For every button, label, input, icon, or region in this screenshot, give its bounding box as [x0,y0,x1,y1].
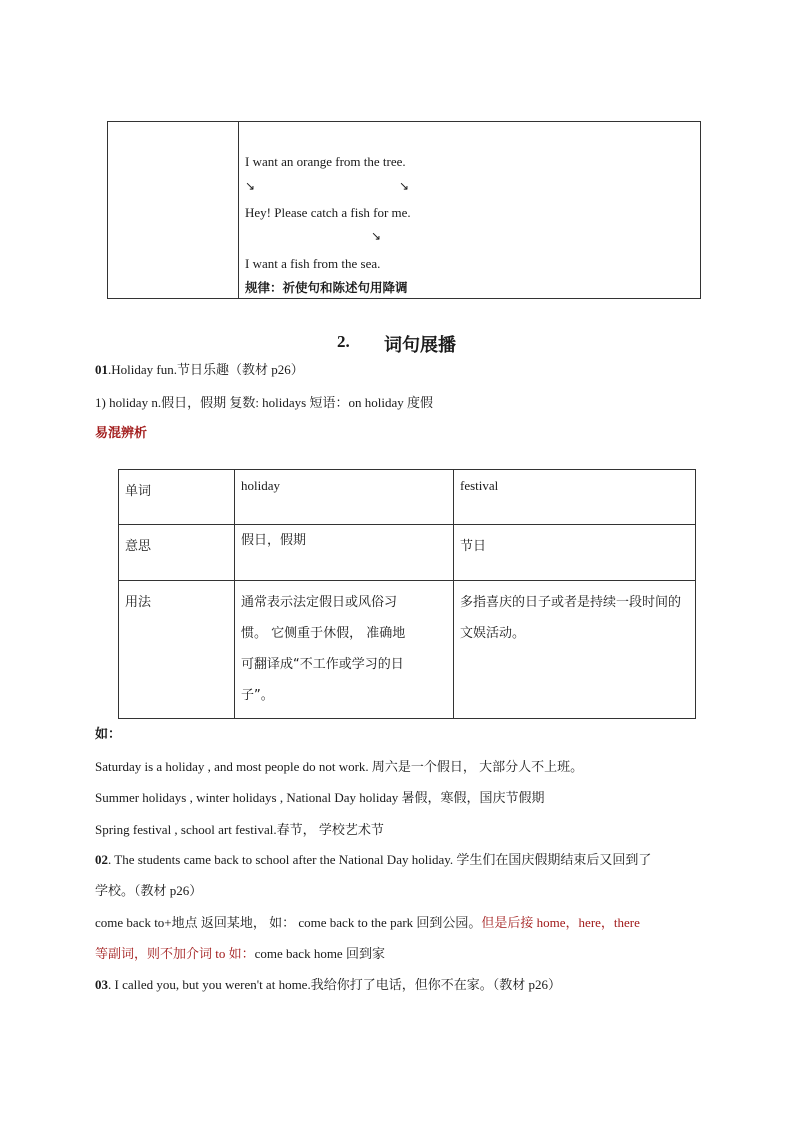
row-label: 单词 [119,470,235,525]
example-label: 如： [95,727,122,742]
rule-text: 规律：祈使句和陈述句用降调 [245,280,408,295]
falling-arrow-icon: ↘ [245,179,256,193]
usage-festival: 多指喜庆的日子或者是持续一段时间的 文娱活动。 [454,581,696,719]
example-line-3: I want a fish from the sea. [245,256,381,271]
section-title: 词句展播 [384,335,456,356]
item-02-line-2: 学校。（教材 p26） [95,883,203,898]
holiday-definition: 1) holiday n.假日，假期 复数: holidays 短语：on holiday 度假 [95,395,433,410]
meaning-holiday: 假日，假期 [235,525,454,581]
item-02-line-4: 等副词，则不加介词 to 如：come back home 回到家 [95,946,385,961]
example-3: Spring festival , school art festival.春节， 学校艺术节 [95,822,384,837]
item-01: 01.Holiday fun.节日乐趣（教材 p26） [95,362,304,377]
falling-arrow-icon: ↘ [399,179,410,193]
example-1: Saturday is a holiday , and most people do not work. 周六是一个假日， 大部分人不上班。 [95,759,584,774]
item-02-line-3: come back to+地点 返回某地， 如： come back to the park 回到公园。但是后接 home，here，there [95,915,640,930]
word-holiday: holiday [235,470,454,525]
row-label: 意思 [119,525,235,581]
meaning-festival: 节日 [454,525,696,581]
usage-holiday: 通常表示法定假日或风俗习 惯。 它侧重于休假， 准确地 可翻译成“不工作或学习的日 子”。 [235,581,454,719]
item-02: 02. The students came back to school after the National Day holiday. 学生们在国庆假期结束后又回到了 [95,852,652,867]
example-line-2: Hey! Please catch a fish for me. [245,205,411,220]
word-festival: festival [454,470,696,525]
item-03: 03. I called you, but you weren't at home.我给你打了电话，但你不在家。（教材 p26） [95,977,561,992]
pronunciation-table [107,121,701,299]
section-number: 2. [337,332,350,351]
row-label: 用法 [119,581,235,719]
empty-cell [108,122,239,299]
confusable-label: 易混辨析 [95,426,148,441]
comparison-table [118,469,696,719]
intonation-cell [239,122,701,299]
example-2: Summer holidays , winter holidays , National Day holiday 暑假，寒假，国庆节假期 [95,790,545,805]
falling-arrow-icon: ↘ [371,229,382,243]
example-line-1: I want an orange from the tree. [245,154,406,169]
